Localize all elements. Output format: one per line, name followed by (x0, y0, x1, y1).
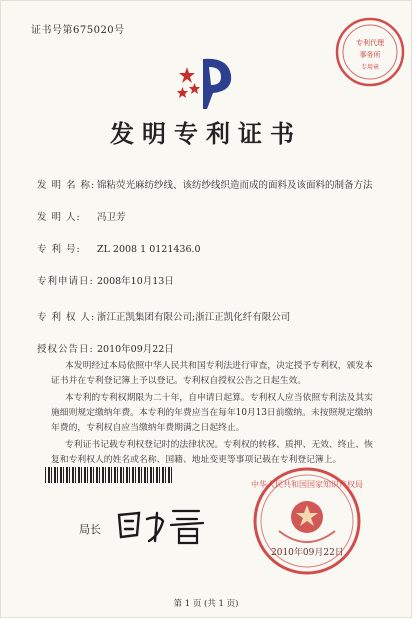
svg-text:专利代理: 专利代理 (356, 39, 384, 47)
inventor-label: 发 明 人: (37, 212, 81, 223)
director-label: 局长 (79, 523, 101, 536)
body-paragraph-1: 本发明经过本局依照中华人民共和国专利法进行审查，决定授予专利权，颁发本证书并在专利登记簿上予以登记。专利权自授权公告之日起生效。 (51, 361, 373, 386)
patentee-value: 浙江正凯集团有限公司;浙江正凯化纤有限公司 (97, 312, 291, 323)
patentee-label: 专 利 权 人: (37, 312, 96, 323)
svg-text:事务所: 事务所 (359, 51, 381, 59)
national-ip-office-seal (251, 465, 363, 577)
patent-number-row (37, 241, 201, 255)
filing-date-value: 2008年10月13日 (97, 276, 174, 287)
invention-name-label: 发 明 名 称: (37, 180, 96, 191)
inventor-row (37, 209, 126, 223)
certificate-title: 发明专利证书 (110, 119, 302, 148)
svg-text:专用章: 专用章 (360, 64, 380, 71)
patent-number-label: 专 利 号: (37, 244, 81, 255)
patentee-row (37, 309, 290, 323)
invention-name-value: 锦粘荧光麻纺纱线、该纺纱线织造而成的面料及该面料的制备方法 (97, 180, 373, 191)
filing-date-row (37, 273, 174, 287)
body-paragraph-3: 专利证书记载专利权登记时的法律状况。专利权的转移、质押、无效、终止、恢复和专利权人的姓名或名称、国籍、地址变更等事项记载在专利登记簿上。 (51, 440, 373, 465)
grant-date-value: 2010年09月22日 (97, 344, 174, 355)
grant-date-label: 授权公告日: (37, 344, 94, 355)
agency-seal-stamp (333, 15, 407, 89)
body-paragraph-2: 本专利的专利权期限为二十年，自申请日起算。专利权人应当依照专利法及其实施细则规定缴纳年费。本专利的年费应当在每年10月13日前缴纳。未按照规定缴纳年费的，专利权自应当缴纳年费期满之日起终止。 (51, 393, 373, 433)
seal-date: 2010年09月22日 (271, 548, 344, 558)
certificate-number: 证书号第675020号 (31, 25, 125, 36)
inventor-value: 冯卫芳 (97, 212, 126, 223)
invention-name-row (37, 177, 373, 191)
page-footer: 第 1 页 (共 1 页) (173, 599, 239, 609)
filing-date-label: 专利申请日: (37, 276, 94, 287)
patent-number-value: ZL 2008 1 0121436.0 (97, 244, 201, 255)
certificate-body (51, 359, 381, 470)
barcode (45, 467, 173, 483)
grant-date-row (37, 341, 174, 355)
svg-text:中华人民共和国国家知识产权局: 中华人民共和国国家知识产权局 (251, 480, 363, 489)
patent-office-logo-icon (173, 53, 245, 113)
director-signature (113, 501, 213, 547)
